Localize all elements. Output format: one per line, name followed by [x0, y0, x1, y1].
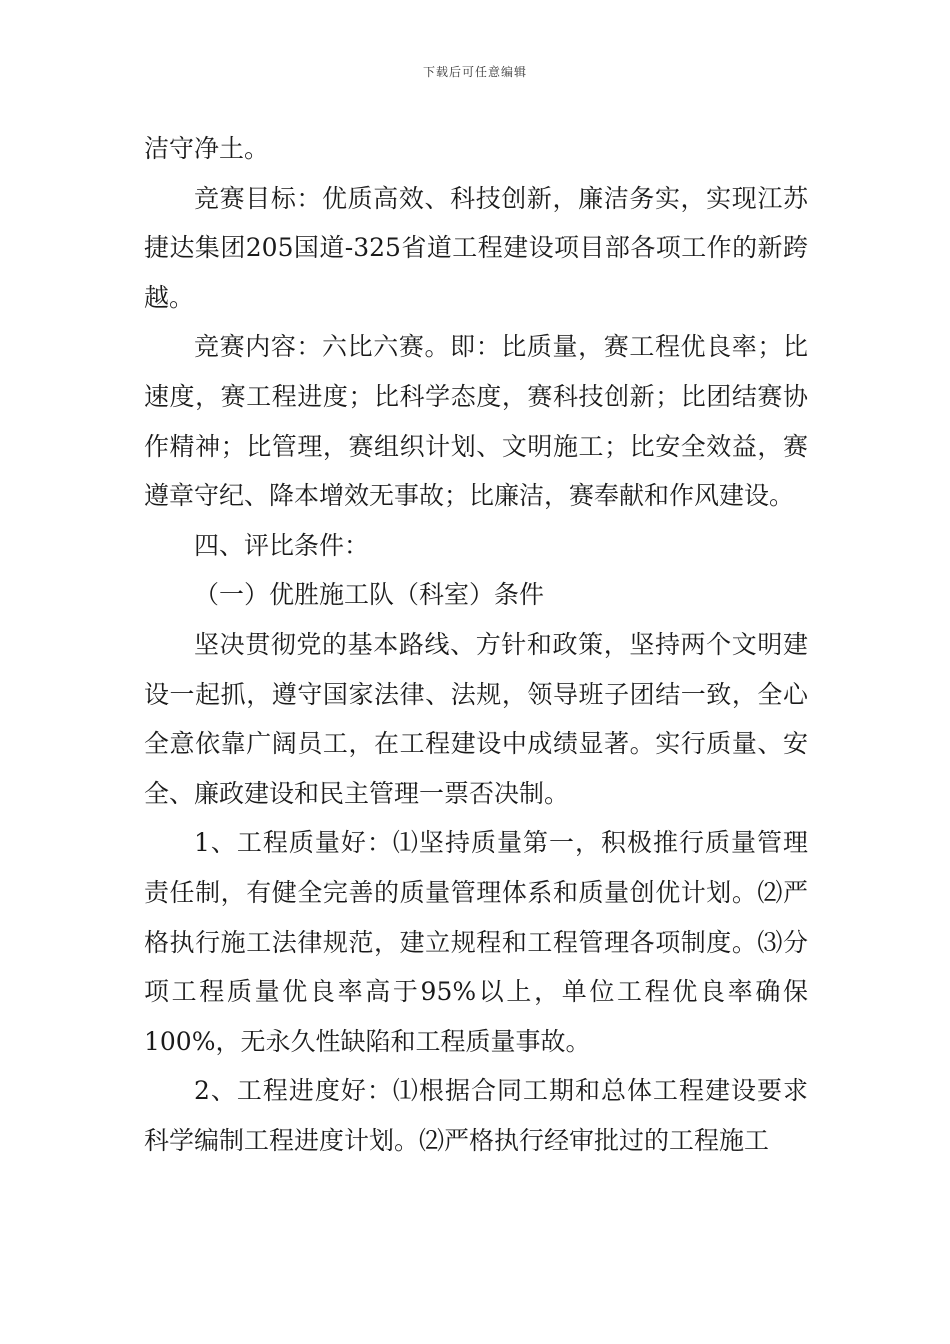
paragraph-continuation: 洁守净土。 — [144, 134, 270, 163]
subsection-heading-winning-team: （一）优胜施工队（科室）条件 — [194, 580, 545, 610]
document-body — [144, 124, 808, 1165]
paragraph-competition-content: 竞赛内容：六比六赛。即：比质量，赛工程优良率；比速度，赛工程进度；比科学态度，赛科技创新；比团结赛协作精神；比管理，赛组织计划、文明施工；比安全效益，赛遵章守纪、降本增效无事故；比廉洁，赛奉献和作风建设。 — [144, 332, 808, 511]
paragraph-general-requirements: 坚决贯彻党的基本路线、方针和政策，坚持两个文明建设一起抓，遵守国家法律、法规，领导班子团结一致，全心全意依靠广阔员工，在工程建设中成绩显著。实行质量、安全、廉政建设和民主管理一票否决制。 — [144, 629, 808, 808]
section-heading-evaluation-conditions: 四、评比条件： — [194, 530, 370, 560]
paragraph-progress: 2、工程进度好：⑴根据合同工期和总体工程建设要求科学编制工程进度计划。⑵严格执行经审批过的工程施工 — [144, 1076, 808, 1155]
paragraph-quality: 1、工程质量好：⑴坚持质量第一，积极推行质量管理责任制，有健全完善的质量管理体系和质量创优计划。⑵严格执行施工法律规范，建立规程和工程管理各项制度。⑶分项工程质量优良率高于95%以上，单位工程优良率确保100%，无永久性缺陷和工程质量事故。 — [144, 828, 808, 1056]
paragraph-competition-goal: 竞赛目标：优质高效、科技创新，廉洁务实，实现江苏捷达集团205国道-325省道工程建设项目部各项工作的新跨越。 — [144, 183, 808, 312]
page-header: 下载后可任意编辑 — [422, 65, 527, 79]
